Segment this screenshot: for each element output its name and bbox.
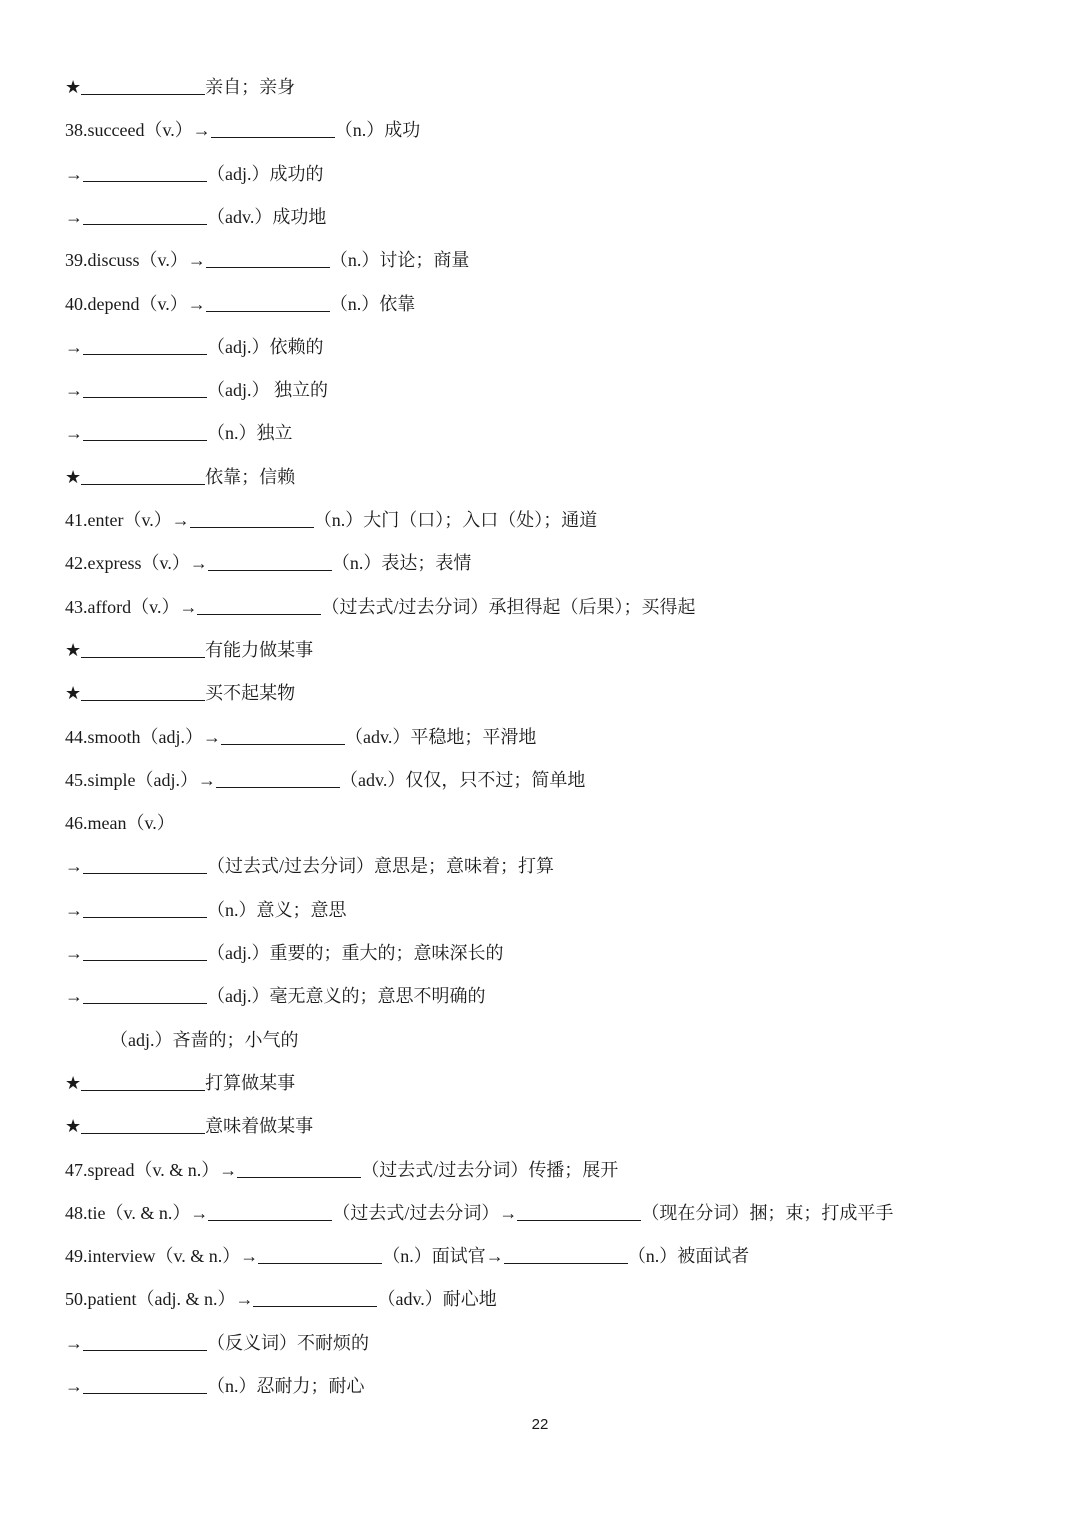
- line-text: （adj.）依赖的: [207, 337, 324, 357]
- vocab-line: [65, 897, 347, 923]
- answer-blank[interactable]: [83, 853, 207, 874]
- vocab-line: [65, 1070, 295, 1096]
- line-text: （adv.）成功地: [207, 207, 327, 227]
- vocab-line: [65, 724, 536, 750]
- line-text: （过去式/过去分词）→: [332, 1203, 518, 1223]
- line-text: （n.）意义；意思: [207, 900, 347, 920]
- vocab-line: [65, 1200, 893, 1226]
- line-text: 有能力做某事: [205, 640, 314, 660]
- vocab-line: [65, 637, 313, 663]
- answer-blank[interactable]: [83, 161, 207, 182]
- line-text: 50.patient（adj. & n.）→: [65, 1289, 254, 1309]
- line-text: （adj.）成功的: [207, 164, 324, 184]
- answer-blank[interactable]: [206, 291, 330, 312]
- answer-blank[interactable]: [83, 983, 207, 1004]
- line-text: →: [65, 900, 83, 920]
- line-text: （n.）大门（口）；入口（处）；通道: [313, 510, 598, 530]
- answer-blank[interactable]: [83, 420, 207, 441]
- line-text: →: [65, 337, 83, 357]
- line-text: 意味着做某事: [205, 1116, 314, 1136]
- star-marker: ★: [65, 1116, 82, 1136]
- answer-blank[interactable]: [253, 1286, 377, 1307]
- answer-blank[interactable]: [83, 377, 207, 398]
- vocab-line: [65, 940, 504, 966]
- vocab-line: [65, 1373, 365, 1399]
- line-text: （n.）成功: [334, 120, 421, 140]
- vocab-line: [65, 291, 415, 317]
- vocab-line: [65, 1286, 497, 1312]
- answer-blank[interactable]: [83, 940, 207, 961]
- vocab-line: [65, 550, 471, 576]
- vocab-line: [65, 161, 324, 187]
- line-text: （过去式/过去分词）传播；展开: [361, 1160, 619, 1180]
- line-text: （现在分词）捆；束；打成平手: [641, 1203, 894, 1223]
- line-text: 41.enter（v.）→: [65, 510, 190, 530]
- star-marker: ★: [65, 1073, 82, 1093]
- line-text: →: [65, 1376, 83, 1396]
- line-text: （n.）被面试者: [627, 1246, 750, 1266]
- line-text: （adj.）吝啬的；小气的: [110, 1030, 299, 1050]
- line-text: （n.）独立: [207, 423, 293, 443]
- line-text: （adv.）仅仅，只不过；简单地: [340, 770, 586, 790]
- line-text: （adj.） 独立的: [207, 380, 328, 400]
- vocab-line: [65, 334, 324, 360]
- line-text: →: [65, 380, 83, 400]
- answer-blank[interactable]: [504, 1243, 628, 1264]
- vocab-line: [65, 594, 695, 620]
- line-text: 38.succeed（v.）→: [65, 120, 211, 140]
- line-text: →: [65, 856, 83, 876]
- line-text: →: [65, 1333, 83, 1353]
- vocab-line: [65, 983, 486, 1009]
- line-text: 亲自；亲身: [205, 77, 296, 97]
- line-text: 43.afford（v.）→: [65, 597, 198, 617]
- answer-blank[interactable]: [81, 464, 205, 485]
- vocab-line: [65, 117, 420, 143]
- line-text: 47.spread（v. & n.）→: [65, 1160, 238, 1180]
- answer-blank[interactable]: [221, 724, 345, 745]
- line-text: 45.simple（adj.）→: [65, 770, 216, 790]
- star-marker: ★: [65, 77, 82, 97]
- star-marker: ★: [65, 467, 82, 487]
- answer-blank[interactable]: [208, 550, 332, 571]
- answer-blank[interactable]: [83, 897, 207, 918]
- vocab-line: [65, 420, 293, 446]
- vocab-line: [65, 853, 554, 879]
- answer-blank[interactable]: [81, 1070, 205, 1091]
- line-text: （n.）忍耐力；耐心: [207, 1376, 365, 1396]
- answer-blank[interactable]: [81, 637, 205, 658]
- vocab-line: [65, 680, 295, 706]
- answer-blank[interactable]: [197, 594, 321, 615]
- line-text: 48.tie（v. & n.）→: [65, 1203, 209, 1223]
- answer-blank[interactable]: [81, 74, 205, 95]
- line-text: →: [65, 207, 83, 227]
- star-marker: ★: [65, 640, 82, 660]
- line-text: （过去式/过去分词）意思是；意味着；打算: [207, 856, 554, 876]
- line-text: 49.interview（v. & n.）→: [65, 1246, 259, 1266]
- line-text: →: [65, 423, 83, 443]
- line-text: （n.）表达；表情: [331, 553, 472, 573]
- answer-blank[interactable]: [517, 1200, 641, 1221]
- line-text: 依靠；信赖: [205, 467, 296, 487]
- answer-blank[interactable]: [211, 117, 335, 138]
- line-text: 40.depend（v.）→: [65, 294, 206, 314]
- line-text: 买不起某物: [205, 683, 296, 703]
- line-text: 打算做某事: [205, 1073, 296, 1093]
- answer-blank[interactable]: [258, 1243, 382, 1264]
- line-text: 39.discuss（v.）→: [65, 250, 206, 270]
- answer-blank[interactable]: [83, 1373, 207, 1394]
- answer-blank[interactable]: [83, 1330, 207, 1351]
- answer-blank[interactable]: [208, 1200, 332, 1221]
- vocab-line: [65, 1330, 369, 1356]
- vocab-line: [65, 507, 597, 533]
- line-text: （adj.）毫无意义的；意思不明确的: [207, 986, 486, 1006]
- vocab-line: [65, 464, 295, 490]
- line-text: 46.mean（v.）: [65, 813, 175, 833]
- answer-blank[interactable]: [81, 680, 205, 701]
- line-text: （adv.）耐心地: [377, 1289, 497, 1309]
- answer-blank[interactable]: [216, 767, 340, 788]
- vocab-line: [65, 204, 326, 230]
- vocab-line: [65, 377, 328, 403]
- vocab-line: [65, 1157, 618, 1183]
- vocab-line: [65, 810, 175, 836]
- line-text: （adv.）平稳地；平滑地: [345, 727, 537, 747]
- answer-blank[interactable]: [190, 507, 314, 528]
- vocab-line: [65, 767, 585, 793]
- vocab-line: [65, 74, 295, 100]
- line-text: →: [65, 986, 83, 1006]
- answer-blank[interactable]: [83, 204, 207, 225]
- answer-blank[interactable]: [83, 334, 207, 355]
- vocab-line: [110, 1027, 299, 1053]
- line-text: （n.）依靠: [329, 294, 416, 314]
- line-text: （过去式/过去分词）承担得起（后果）；买得起: [321, 597, 696, 617]
- vocab-line: [65, 1113, 313, 1139]
- vocab-line: [65, 247, 469, 273]
- page-number: 22: [531, 1416, 549, 1433]
- vocab-line: [65, 1243, 749, 1269]
- line-text: （adj.）重要的；重大的；意味深长的: [207, 943, 504, 963]
- line-text: 44.smooth（adj.）→: [65, 727, 221, 747]
- line-text: 42.express（v.）→: [65, 553, 208, 573]
- answer-blank[interactable]: [206, 247, 330, 268]
- line-text: →: [65, 943, 83, 963]
- star-marker: ★: [65, 683, 82, 703]
- line-text: →: [65, 164, 83, 184]
- line-text: （n.）面试官→: [382, 1246, 504, 1266]
- answer-blank[interactable]: [237, 1157, 361, 1178]
- answer-blank[interactable]: [81, 1113, 205, 1134]
- line-text: （反义词）不耐烦的: [207, 1333, 369, 1353]
- line-text: （n.）讨论；商量: [329, 250, 470, 270]
